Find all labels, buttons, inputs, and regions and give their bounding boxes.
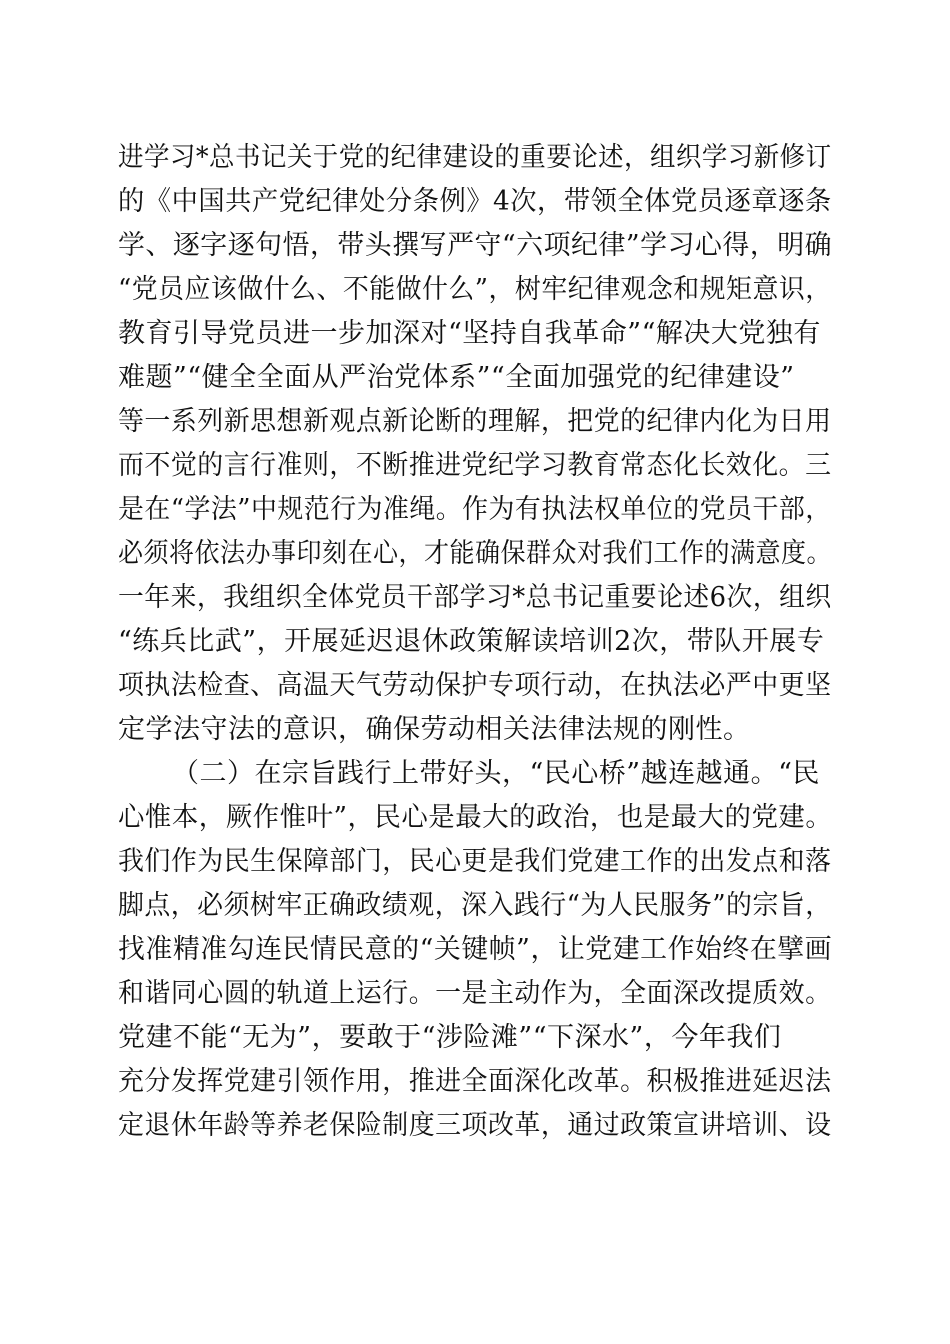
text-line: 一年来，我组织全体党员干部学习*总书记重要论述6次，组织 (118, 582, 832, 613)
text-line: 进学习*总书记关于党的纪律建设的重要论述，组织学习新修订 (118, 142, 832, 173)
text-line: 脚点，必须树牢正确政绩观，深入践行“为人民服务”的宗旨， (118, 890, 832, 921)
text-line: 等一系列新思想新观点新论断的理解，把党的纪律内化为日用 (118, 406, 832, 437)
text-line: 必须将依法办事印刻在心，才能确保群众对我们工作的满意度。 (118, 538, 832, 569)
text-line: 教育引导党员进一步加深对“坚持自我革命”“解决大党独有 (118, 318, 821, 349)
section-heading-line: （二）在宗旨践行上带好头，“民心桥”越连越通。“民 (172, 758, 820, 789)
text-line: 和谐同心圆的轨道上运行。一是主动作为，全面深改提质效。 (118, 978, 832, 1009)
text-line: 党建不能“无为”，要敢于“涉险滩”“下深水”，今年我们 (118, 1022, 782, 1053)
text-line: 我们作为民生保障部门，民心更是我们党建工作的出发点和落 (118, 846, 832, 877)
text-line: “练兵比武”，开展延迟退休政策解读培训2次，带队开展专 (118, 626, 825, 657)
text-line: 定学法守法的意识，确保劳动相关法律法规的刚性。 (118, 714, 751, 745)
text-line: 定退休年龄等养老保险制度三项改革，通过政策宣讲培训、设 (118, 1110, 832, 1141)
text-line: 的《中国共产党纪律处分条例》4次，带领全体党员逐章逐条 (118, 186, 832, 217)
text-line: 充分发挥党建引领作用，推进全面深化改革。积极推进延迟法 (118, 1066, 832, 1097)
text-line: 项执法检查、高温天气劳动保护专项行动，在执法必严中更坚 (118, 670, 832, 701)
text-line: 是在“学法”中规范行为准绳。作为有执法权单位的党员干部， (118, 494, 832, 525)
text-line: “党员应该做什么、不能做什么”，树牢纪律观念和规矩意识， (118, 274, 832, 305)
text-line: 学、逐字逐句悟，带头撰写严守“六项纪律”学习心得，明确 (118, 230, 833, 261)
text-line: 难题”“健全全面从严治党体系”“全面加强党的纪律建设” (118, 362, 795, 393)
text-line: 而不觉的言行准则，不断推进党纪学习教育常态化长效化。三 (118, 450, 832, 481)
text-line: 心惟本，厥作惟叶”，民心是最大的政治，也是最大的党建。 (118, 802, 833, 833)
text-line: 找准精准勾连民情民意的“关键帧”，让党建工作始终在擘画 (118, 934, 833, 965)
